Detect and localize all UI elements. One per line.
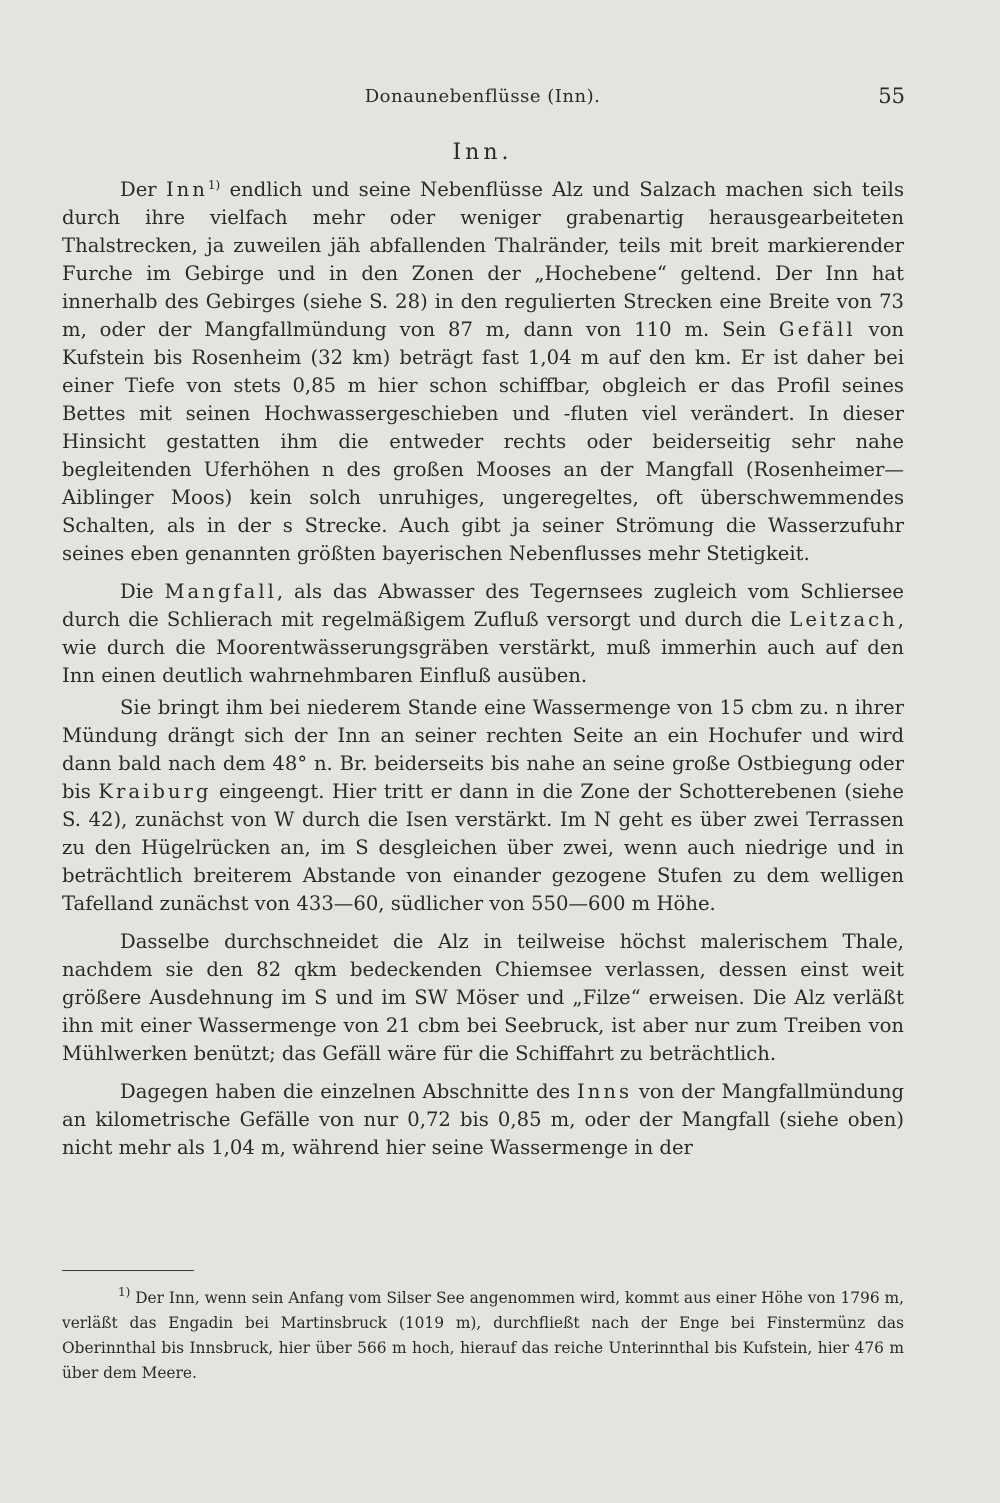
running-head bbox=[60, 86, 905, 116]
running-title: Donaunebenflüsse (Inn). bbox=[364, 86, 601, 107]
p2-term2: Leitzach bbox=[789, 608, 898, 631]
footnote-divider bbox=[62, 1270, 194, 1271]
footnote-text: Der Inn, wenn sein Anfang vom Silser See angenommen wird, kommt aus einer Höhe von 1796 m, verläßt das Engadin bei Martinsbruck (1019 m), durchfließt nach der Enge bei Finstermünz das Oberinnthal bis Innsbruck, hier über 566 m hoch, hierauf das reiche Unterinnthal bis Kufstein, hier 476 m über dem Meere. bbox=[62, 1289, 905, 1382]
p5-text: von der Mangfallmündung an kilometrische Gefälle von nur 0,72 bis 0,85 m, oder der Mangfall (siehe oben) nicht mehr als 1,04 m, während hier seine Wassermenge in der bbox=[62, 1080, 904, 1159]
p1-lead: Der bbox=[120, 178, 166, 201]
p3-text2: eingeengt. Hier tritt er dann in die Zone der Schotterebenen (siehe S. 42), zunächst von W durch die Isen verstärkt. Im N geht es über zwei Terrassen zu den Hügelrücken an, im S desgleichen über zwei, wenn auch niedrige und in beträchtlich breiterem Abstande von einander gezogene Stufen zu dem welligen Tafelland zunächst von 433—60, südlicher von 550—600 m Höhe. bbox=[62, 780, 905, 915]
p3-text: Sie bringt ihm bei niederem Stande eine Wassermenge von 15 cbm zu. n ihrer Mündung drängt sich der Inn an seiner rechten Seite an ein Hochufer und wird dann bald nach dem 48° n. Br. beiderseits bis nahe an seine große Ostbiegung oder bis bbox=[62, 696, 904, 803]
p3-term: Kraiburg bbox=[98, 780, 212, 803]
footnote-reference: 1) bbox=[207, 178, 221, 192]
p1-term: Inn bbox=[165, 178, 208, 201]
p2-text: , als das Abwasser des Tegernsees zugleich vom Schliersee durch die Schlierach mit regelmäßigem Zufluß versorgt und durch die bbox=[62, 580, 904, 631]
page-number: 55 bbox=[878, 84, 905, 108]
p2-text2: , wie durch die Moorentwässerungsgräben verstärkt, muß immerhin auch auf den Inn einen deutlich wahrnehmbaren Einfluß ausüben. bbox=[62, 608, 904, 687]
body-text bbox=[62, 176, 904, 1172]
paragraph-2 bbox=[62, 578, 904, 690]
section-heading: Inn. bbox=[452, 140, 513, 165]
p2-lead: Die bbox=[120, 580, 165, 603]
footnote bbox=[62, 1286, 904, 1386]
footnote-marker: 1) bbox=[118, 1285, 131, 1299]
paragraph-1 bbox=[62, 176, 904, 568]
p2-term: Mangfall bbox=[164, 580, 277, 603]
p5-term: Inns bbox=[576, 1080, 633, 1103]
paragraph-5 bbox=[62, 1078, 904, 1162]
p1-text: endlich und seine Nebenflüsse Alz und Salzach machen sich teils durch ihre vielfach mehr oder weniger grabenartig herausgearbeiteten Thalstrecken, ja zuweilen jäh abfallenden Thalränder, teils mit breit markierender Furche im Gebirge und in den Zonen der „Hochebene“ geltend. Der Inn hat innerhalb des Gebirges (siehe S. 28) in den regulierten Strecken eine Breite von 73 m, oder der Mangfallmündung von 87 m, dann von 110 m. Sein bbox=[62, 178, 904, 341]
paragraph-4 bbox=[62, 928, 904, 1068]
p1-text2: von Kufstein bis Rosenheim (32 km) beträgt fast 1,04 m auf den km. Er ist daher bei einer Tiefe von stets 0,85 m hier schon schiffbar, obgleich er das Profil seines Bettes mit seinen Hochwassergeschieben und -fluten viel verändert. In dieser Hinsicht gestatten ihm die entweder rechts oder beiderseitig sehr nahe begleitenden Uferhöhen n des großen Mooses an der Mangfall (Rosenheimer—Aiblinger Moos) kein solch unruhiges, ungeregeltes, oft überschwemmendes Schalten, als in der s Strecke. Auch gibt ja seiner Strömung die Wasserzufuhr seines eben genannten größten bayerischen Nebenflusses mehr Stetigkeit. bbox=[62, 318, 905, 565]
p5-lead: Dagegen haben die einzelnen Abschnitte des bbox=[120, 1080, 577, 1103]
paragraph-3 bbox=[62, 694, 904, 918]
p4-text: Dasselbe durchschneidet die Alz in teilweise höchst malerischem Thale, nachdem sie den 82 qkm bedeckenden Chiemsee verlassen, dessen einst weit größere Ausdehnung im S und im SW Möser und „Filze“ erweisen. Die Alz verläßt ihn mit einer Wassermenge von 21 cbm bei Seebruck, ist aber nur zum Treiben von Mühlwerken benützt; das Gefäll wäre für die Schiffahrt zu beträchtlich. bbox=[62, 930, 904, 1065]
p1-term2: Gefäll bbox=[778, 318, 856, 341]
